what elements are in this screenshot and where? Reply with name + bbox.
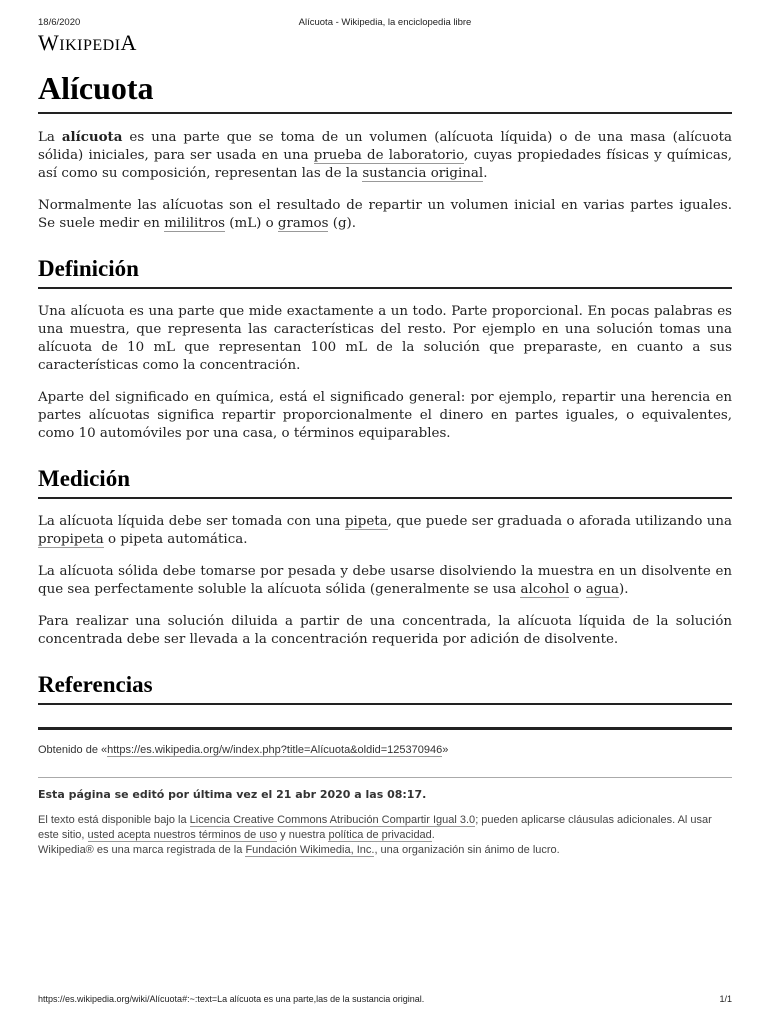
link-pipeta[interactable]: pipeta — [344, 514, 388, 529]
link-cc-license[interactable]: Licencia Creative Commons Atribución Compartir Igual 3.0 — [189, 814, 476, 826]
license-text-5: Wikipedia® es una marca registrada de la — [38, 844, 246, 856]
intro1-text-2: es una parte que se toma de un volumen (alícuota líquida) o de una masa (alícuota sólida) iniciales, para ser usada en una — [38, 130, 732, 163]
license-text-6: , una organización sin ánimo de lucro. — [374, 844, 560, 856]
medicion1-text-2: , que puede ser graduada o aforada utilizando una — [387, 514, 732, 529]
retrieved-prefix: Obtenido de « — [38, 744, 108, 756]
link-mililitros[interactable]: mililitros — [164, 216, 226, 231]
logo-a: A — [120, 30, 137, 55]
link-gramos[interactable]: gramos — [277, 216, 329, 231]
medicion1-text-1: La alícuota líquida debe ser tomada con una — [38, 514, 345, 529]
license-text-2: ; pueden aplicarse cláusulas adicionales. Al usar este sitio, — [38, 814, 712, 841]
print-page-number: 1/1 — [719, 994, 732, 1004]
last-edited: Esta página se editó por última vez el 21 abr 2020 a las 08:17. — [38, 788, 427, 801]
print-footer — [38, 994, 732, 1008]
link-privacy-policy[interactable]: política de privacidad — [328, 829, 432, 841]
medicion-paragraph-1 — [38, 513, 732, 549]
intro2-text-3: (g). — [328, 216, 357, 231]
medicion2-text-2: o — [569, 582, 586, 597]
wikipedia-logo[interactable] — [38, 30, 137, 56]
page-title: Alícuota — [38, 66, 732, 114]
logo-ikipedi: IKIPEDI — [59, 37, 121, 54]
logo-w: W — [38, 30, 60, 55]
link-alcohol[interactable]: alcohol — [520, 582, 570, 597]
license-text-1: El texto está disponible bajo la — [38, 814, 190, 826]
license-text — [38, 813, 732, 858]
license-text-4: . — [431, 829, 435, 841]
intro-paragraph-1 — [38, 128, 732, 183]
link-propipeta[interactable]: propipeta — [38, 532, 104, 547]
link-prueba-de-laboratorio[interactable]: prueba de laboratorio — [313, 148, 465, 163]
retrieved-url-link[interactable]: https://es.wikipedia.org/w/index.php?title=Alícuota&oldid=125370946 — [107, 744, 443, 756]
intro1-bold-term: alícuota — [61, 129, 123, 145]
page-footer — [38, 742, 732, 858]
intro2-text-1: Normalmente las alícuotas son el resultado de repartir un volumen inicial en varias partes iguales. Se suele medir en — [38, 198, 732, 231]
intro1-text-4: . — [483, 166, 488, 181]
medicion1-text-3: o pipeta automática. — [103, 532, 248, 547]
link-wikimedia-foundation[interactable]: Fundación Wikimedia, Inc. — [245, 844, 375, 856]
medicion-paragraph-3: Para realizar una solución diluida a partir de una concentrada, la alícuota líquida de la solución concentrada debe ser llevada a la concentración requerida por adición de disolvente. — [38, 614, 732, 647]
link-agua[interactable]: agua — [585, 582, 620, 597]
print-doc-title: Alícuota - Wikipedia, la enciclopedia libre — [298, 17, 472, 28]
medicion2-text-3: ). — [619, 582, 629, 597]
print-header — [38, 17, 732, 31]
link-sustancia-original[interactable]: sustancia original — [362, 166, 484, 181]
intro1-text-3: , cuyas propiedades físicas y químicas, así como su composición, representan las de la — [38, 148, 732, 181]
print-footer-url: https://es.wikipedia.org/wiki/Alícuota#:~:text=La alícuota es una parte,las de la sustancia original. — [38, 994, 425, 1004]
footer-divider — [38, 777, 732, 778]
retrieved-from — [38, 742, 732, 758]
medicion2-text-1: La alícuota sólida debe tomarse por pesada y debe usarse disolviendo la muestra en un disolvente en que sea perfectamente soluble la alícuota sólida (generalmente se usa — [38, 564, 732, 597]
license-text-3: y nuestra — [277, 829, 329, 841]
article-content — [38, 66, 732, 858]
heading-referencias: Referencias — [38, 671, 732, 705]
intro1-text-1: La — [38, 130, 62, 145]
retrieved-suffix: » — [442, 744, 449, 756]
definicion-paragraph-2: Aparte del significado en química, está el significado general: por ejemplo, repartir una herencia en partes alícuotas significa repartir proporcionalmente el dinero en partes iguales, o equivalentes, como 10 automóviles por una casa, o términos equiparables. — [38, 390, 732, 441]
print-date: 18/6/2020 — [38, 17, 81, 28]
definicion-paragraph-1: Una alícuota es una parte que mide exactamente a un todo. Parte proporcional. En pocas palabras es una muestra, que representa las características del resto. Por ejemplo en una solución tomas una alícuota de 10 mL que representan 100 mL de la solución que preparaste, en cuanto a sus características como la concentración. — [38, 304, 732, 373]
link-terms-of-use[interactable]: usted acepta nuestros términos de uso — [87, 829, 278, 841]
intro-paragraph-2 — [38, 197, 732, 233]
heading-medicion: Medición — [38, 465, 732, 499]
references-divider — [38, 727, 732, 730]
intro2-text-2: (mL) o — [225, 216, 278, 231]
medicion-paragraph-2 — [38, 563, 732, 599]
heading-definicion: Definición — [38, 255, 732, 289]
